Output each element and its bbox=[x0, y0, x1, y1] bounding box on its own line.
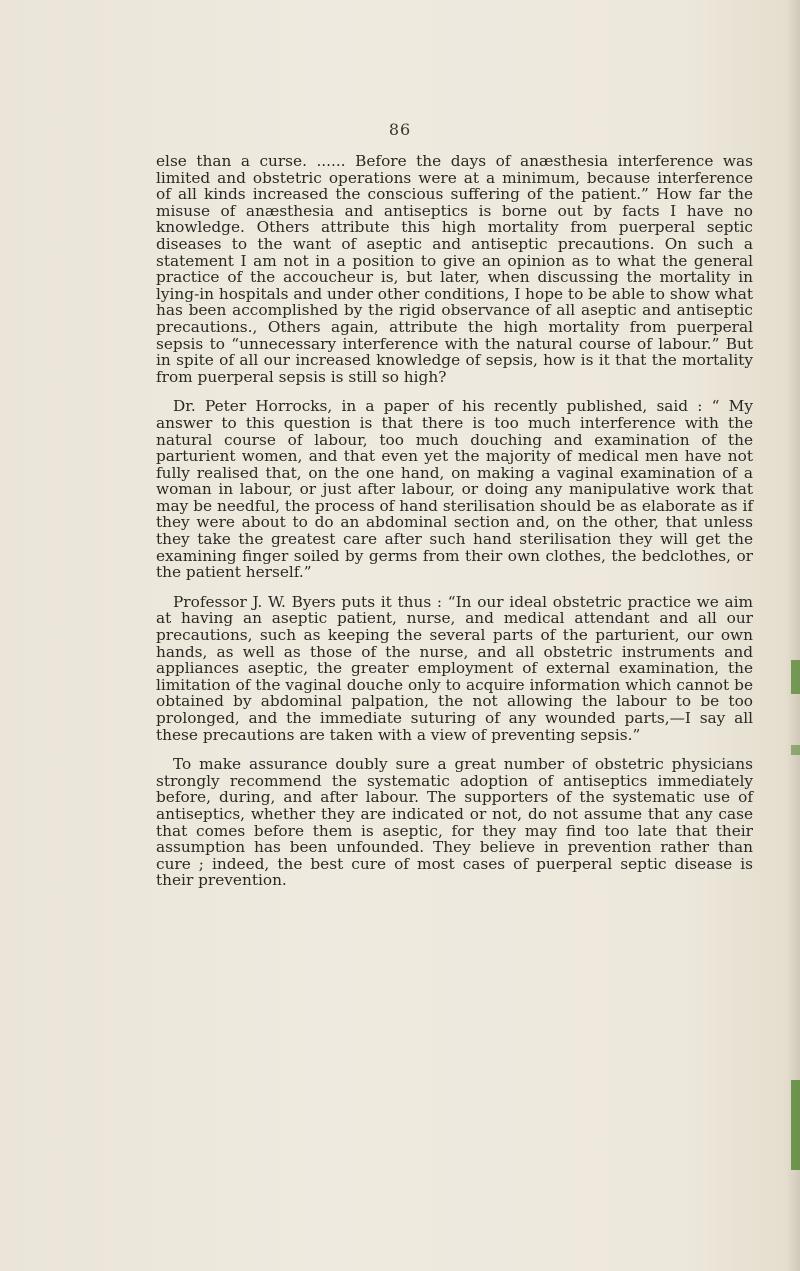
paragraph: else than a curse. ...... Before the days of anæsthesia interference was limited and obstetric operations were at a minimum, because interference of all kinds increased the conscious suffering of the patient.” How far the misuse of anæsthesia and antiseptics is borne out by facts I have no knowledge. Others attribute this high mortality from puerperal septic diseases to the want of aseptic and antiseptic precautions. On such a statement I am not in a position to give an opinion as to what the general practice of the accoucheur is, but later, when discussing the mortality in lying-in hospitals and under other conditions, I hope to be able to show what has been accomplished by the rigid observance of all aseptic and antiseptic precautions., Others again, attribute the high mortality from puerperal sepsis to “unnecessary interference with the natural course of labour.” But in spite of all our increased knowledge of sepsis, how is it that the mortality from puerperal sepsis is still so high? bbox=[156, 152, 753, 386]
page-number: 86 bbox=[388, 120, 412, 139]
body-text bbox=[156, 153, 753, 902]
page-edge-mark bbox=[791, 745, 800, 755]
paragraph: To make assurance doubly sure a great number of obstetric physicians strongly recommend the systematic adoption of antiseptics immediately before, during, and after labour. The supporters of the systematic use of antiseptics, whether they are indicated or not, do not assume that any case that comes before them is aseptic, for they may find too late that their assumption has been unfounded. They believe in prevention rather than cure ; indeed, the best cure of most cases of puerperal septic disease is their prevention. bbox=[156, 755, 753, 890]
page-edge-mark bbox=[791, 660, 800, 694]
page-edge-mark bbox=[791, 1080, 800, 1170]
paragraph: Professor J. W. Byers puts it thus : “In our ideal obstetric practice we aim at having an aseptic patient, nurse, and medical attendant and all our precautions, such as keeping the several parts of the parturient, our own hands, as well as those of the nurse, and all obstetric instruments and appliances aseptic, the greater employment of external examination, the limitation of the vaginal douche only to acquire information which cannot be obtained by abdominal palpation, the not allowing the labour to be too prolonged, and the immediate suturing of any wounded parts,—I say all these precautions are taken with a view of preventing sepsis.” bbox=[156, 592, 753, 744]
paragraph: Dr. Peter Horrocks, in a paper of his recently published, said : “ My answer to this question is that there is too much interference with the natural course of labour, too much douching and examination of the parturient women, and that even yet the majority of medical men have not fully realised that, on the one hand, on making a vaginal examination of a woman in labour, or just after labour, or doing any manipulative work that may be needful, the process of hand sterilisation should be as elaborate as if they were about to do an abdominal section and, on the other, that unless they take the greatest care after such hand sterilisation they will get the examining finger soiled by germs from their own clothes, the bedclothes, or the patient herself.” bbox=[156, 397, 753, 582]
